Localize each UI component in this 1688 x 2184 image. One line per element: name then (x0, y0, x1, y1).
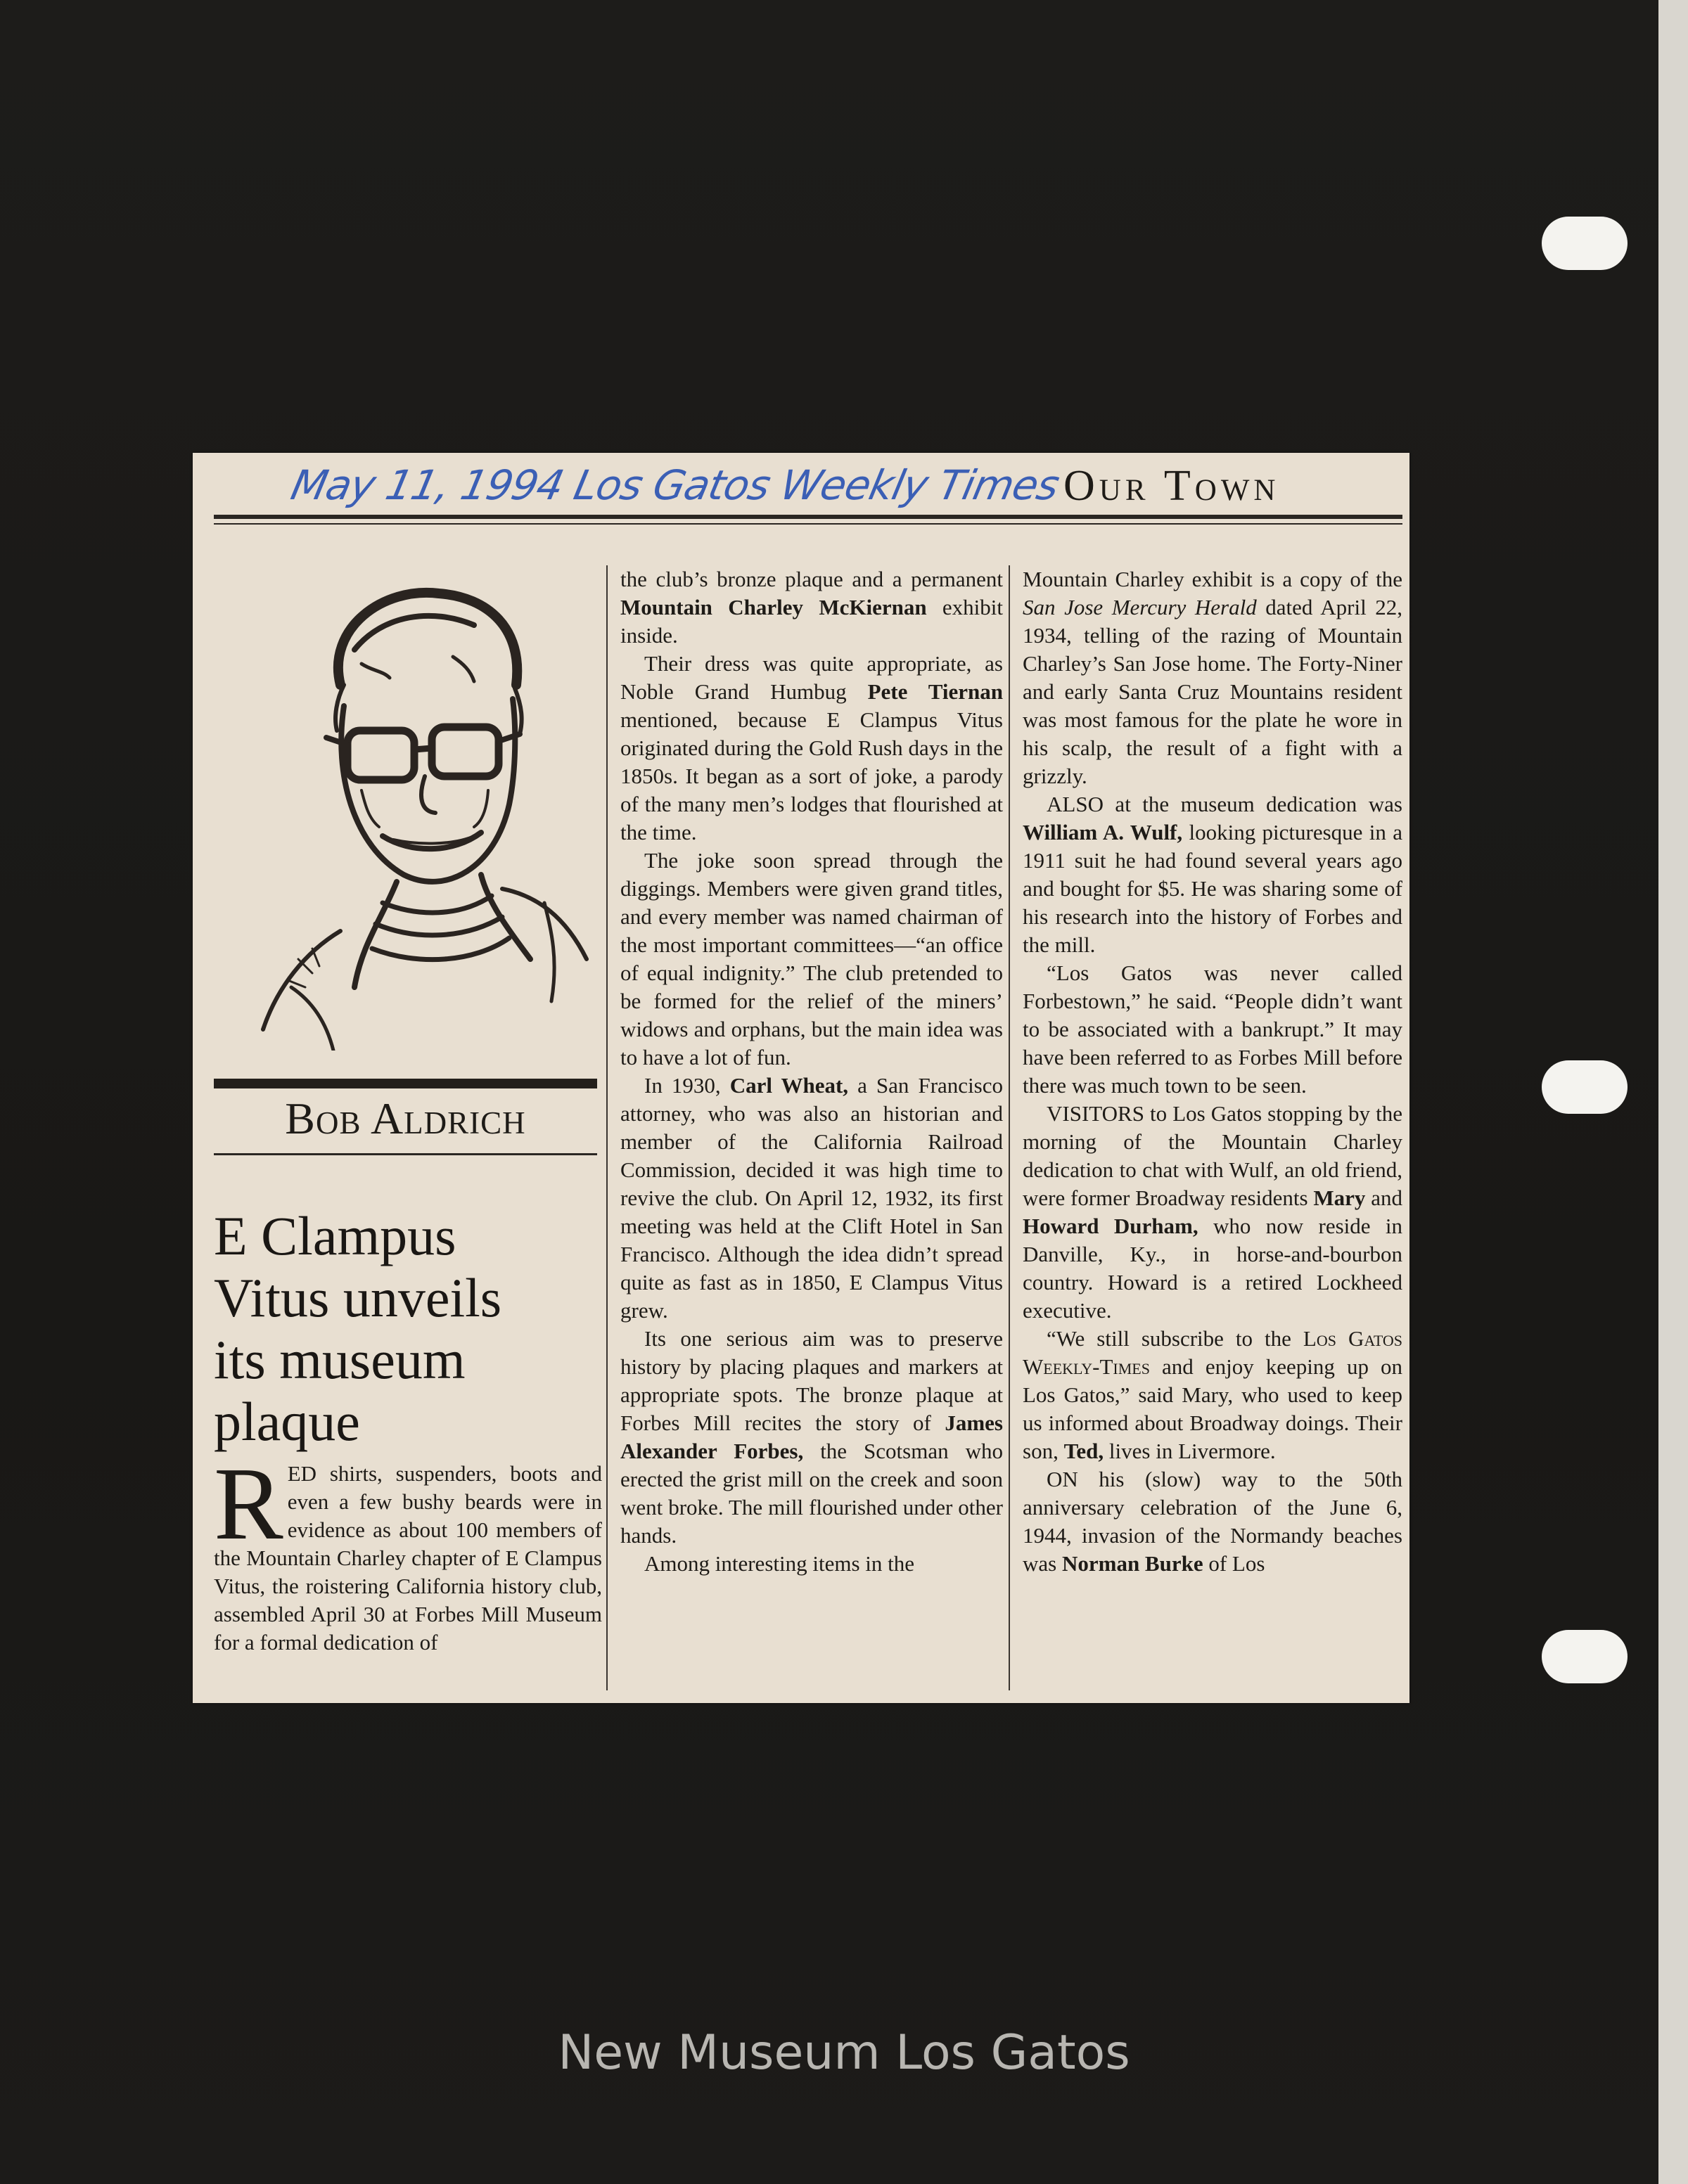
newspaper-clipping (193, 453, 1409, 1703)
paragraph: Among interesting items in the (644, 1551, 915, 1576)
text: lives in Livermore. (1104, 1439, 1276, 1463)
lead-text: ED shirts, suspenders, boots and even a few bushy beards were in evidence as about 100 members of the Mountain Charley chapter of E Clampus Vitus, the roistering California history club, assembled April 30 at Forbes Mill Museum for a formal dedication of (214, 1461, 602, 1655)
paragraph (620, 1325, 1003, 1550)
paragraph (620, 1072, 1003, 1325)
text: ALSO at the museum dedication was (1047, 792, 1402, 816)
person-name: Mountain Charley McKiernan (620, 595, 927, 619)
header-rule-thin (214, 523, 1402, 525)
lead-paragraph (214, 1446, 602, 1657)
text: VISITORS to Los Gatos stopping by the morning of the Mountain Charley dedication to chat with Wulf, an old friend, were former Broadway residents (1023, 1101, 1402, 1210)
person-name: James Alexander Forbes, (620, 1411, 1003, 1463)
paragraph (620, 650, 1003, 847)
paragraph (1023, 1100, 1402, 1325)
text: and enjoy keeping up on Los Gatos,” said Mary, who used to keep us informed about Broadway doings. Their son, (1023, 1354, 1402, 1463)
text: who now reside in Danville, Ky., in horse-and-bourbon country. Howard is a retired Lockheed executive. (1023, 1214, 1403, 1323)
text: the club’s bronze plaque and a permanent (620, 567, 1003, 591)
article-column-2 (620, 565, 1003, 1578)
paragraph (1023, 565, 1402, 790)
article-column-3 (1023, 565, 1402, 1578)
person-name: Ted, (1063, 1439, 1104, 1463)
byline-bar (214, 1079, 597, 1088)
text: and (1365, 1186, 1403, 1210)
paragraph: The joke soon spread through the diggings. Members were given grand titles, and every member was named chairman of the most important committees—“an office of equal indignity.” The club pretended to be formed for the relief of the miners’ widows and orphans, but the main idea was to have a lot of fun. (620, 848, 1003, 1069)
text: mentioned, because E Clampus Vitus originated during the Gold Rush days in the 1850s. It began as a sort of joke, a parody of the many men’s lodges that flourished at the time. (620, 707, 1003, 844)
watermark: New Museum Los Gatos (558, 2025, 1130, 2081)
binder-hole-bottom (1542, 1630, 1628, 1683)
person-name: Pete Tiernan (867, 679, 1003, 704)
text: ON his (slow) way to the 50th anniversary celebration of the June 6, 1944, invasion of the Normandy beaches was (1023, 1467, 1402, 1576)
headline-line: Vitus unveils (214, 1267, 502, 1328)
binder-hole-top (1542, 217, 1628, 270)
page-edge (1658, 0, 1688, 2184)
paragraph (1023, 1325, 1402, 1465)
paragraph (1023, 790, 1402, 959)
drop-cap: R (214, 1446, 283, 1562)
text: In 1930, (644, 1073, 730, 1098)
text: of Los (1203, 1551, 1265, 1576)
headline (214, 1205, 608, 1453)
column-divider-2 (1009, 565, 1010, 1690)
paragraph: “Los Gatos was never called Forbestown,” he said. “People didn’t want to be associated with a bankrupt.” It may have been referred to as Forbes Mill before there was much town to be seen. (1023, 961, 1402, 1098)
newspaper-title: San Jose Mercury Herald (1023, 595, 1257, 619)
person-name: Mary (1313, 1186, 1366, 1210)
newspaper-title: Los Gatos Weekly-Times (1023, 1326, 1402, 1379)
paragraph (1023, 1465, 1402, 1578)
paragraph (620, 565, 1003, 650)
byline-rule (214, 1153, 597, 1155)
text: the Scotsman who erected the grist mill on the creek and soon went broke. The mill flourished under other hands. (620, 1439, 1003, 1548)
headline-line: its museum (214, 1329, 466, 1390)
byline: Bob Aldrich (285, 1093, 526, 1143)
person-name: Howard Durham, (1023, 1214, 1198, 1238)
handwritten-date-note: May 11, 1994 Los Gatos Weekly Times (287, 461, 1063, 509)
text: exhibit inside. (620, 595, 1003, 648)
article-column-1 (214, 1446, 602, 1657)
text: dated April 22, 1934, telling of the razing of Mountain Charley’s San Jose home. The Forty-Niner and early Santa Cruz Mountains resident was most famous for the plate he wore in his scalp, the result of a fight with a grizzly. (1023, 595, 1402, 788)
columnist-portrait-sketch (221, 565, 608, 1051)
section-title: Our Town (1063, 462, 1280, 510)
headline-line: E Clampus (214, 1205, 456, 1266)
text: a San Francisco attorney, who was also an historian and member of the California Railroad Commission, decided it was high time to revive the club. On April 12, 1932, its first meeting was held at the Clift Hotel in San Francisco. Although the idea didn’t spread quite as fast as in 1850, E Clampus Vitus grew. (620, 1073, 1004, 1323)
headline-line: plaque (214, 1391, 360, 1452)
text: Its one serious aim was to preserve history by placing plaques and markers at appropriate spots. The bronze plaque at Forbes Mill recites the story of (620, 1326, 1003, 1435)
binder-hole-middle (1542, 1060, 1628, 1114)
text: looking picturesque in a 1911 suit he had found several years ago and bought for $5. He was sharing some of his research into the history of Forbes and the mill. (1023, 820, 1402, 957)
person-name: Norman Burke (1061, 1551, 1203, 1576)
person-name: Carl Wheat, (729, 1073, 849, 1098)
person-name: William A. Wulf, (1023, 820, 1183, 844)
text: “We still subscribe to the (1047, 1326, 1303, 1351)
text: Mountain Charley exhibit is a copy of the (1023, 567, 1402, 591)
text: Their dress was quite appropriate, as Noble Grand Humbug (620, 651, 1003, 704)
header-rule (214, 515, 1402, 519)
